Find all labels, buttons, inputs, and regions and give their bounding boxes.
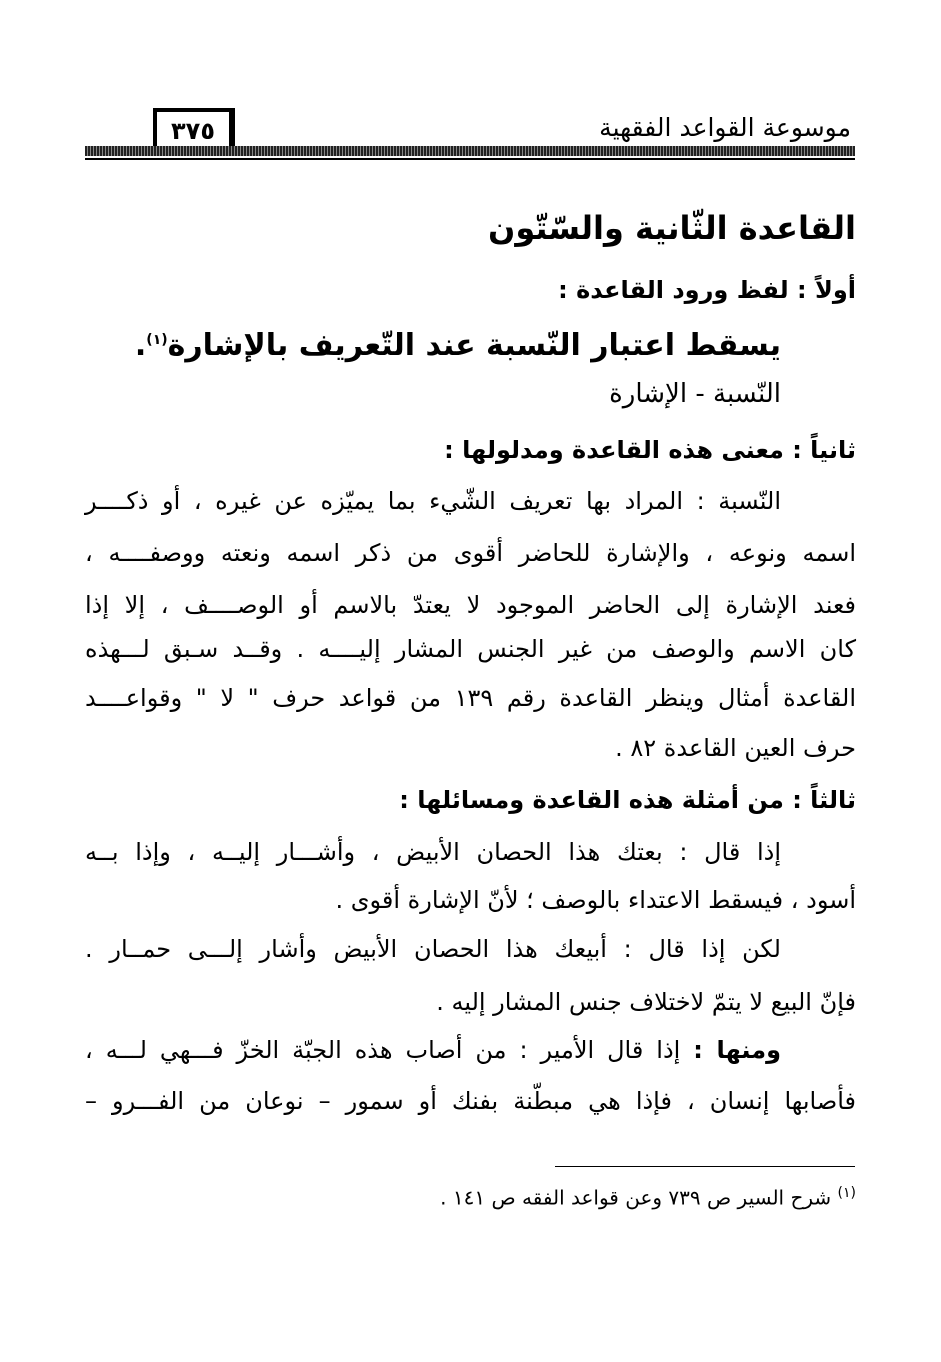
- rule-title: القاعدة الثّانية والسّتّون: [488, 209, 856, 247]
- footnote-mark: (١): [837, 1185, 856, 1201]
- para1-line: اسمه ونوعه ، والإشارة للحاضر أقوى من ذكر اسمه ونعته ووصفــــه ،: [85, 539, 856, 567]
- header-rule: [85, 146, 855, 156]
- para4-line: فأصابها إنسان ، فإذا هي مبطّنة بفنك أو سمور – نوعان من الفـــرو –: [85, 1087, 856, 1115]
- para4-line: [85, 1030, 781, 1070]
- para3-line: فإنّ البيع لا يتمّ لاختلاف جنس المشار إليه .: [436, 988, 856, 1016]
- para1-line: فعند الإشارة إلى الحاضر الموجود لا يعتدّ بالاسم أو الوصــــف ، إلا إذا: [85, 591, 856, 619]
- rule-end: .: [134, 328, 147, 363]
- para1-line: النّسبة : المراد بها تعريف الشّيء بما يميّزه عن غيره ، أو ذكــــر: [85, 487, 781, 515]
- section2-heading: ثانياً : معنى هذه القاعدة ومدلولها :: [444, 436, 856, 464]
- rule-statement: [135, 320, 781, 366]
- keywords: النّسبة - الإشارة: [609, 379, 781, 409]
- section3-heading: ثالثاً : من أمثلة هذه القاعدة ومسائلها :: [399, 786, 856, 814]
- footnote: [440, 1185, 856, 1210]
- rule-footnote-mark: (١): [146, 332, 168, 348]
- para1-line: القاعدة أمثال وينظر القاعدة رقم ١٣٩ من قواعد حرف " لا " وقواعــــد: [85, 684, 856, 712]
- page-number: ٣٧٥: [171, 117, 215, 145]
- footnote-rule: [555, 1166, 855, 1167]
- para3-line: لكن إذا قال : أبيعك هذا الحصان الأبيض وأشار إلـــى حمــار .: [85, 935, 781, 963]
- rule-text: يسقط اعتبار النّسبة عند التّعريف بالإشارة: [167, 328, 781, 363]
- section1-heading: أولاً : لفظ ورود القاعدة :: [558, 276, 856, 304]
- para1-line: كان الاسم والوصف من غير الجنس المشار إليــــه . وقــد سـبق لـــهذه: [85, 635, 856, 663]
- para1-line: حرف العين القاعدة ٨٢ .: [615, 734, 856, 762]
- running-header-title: موسوعة القواعد الفقهية: [599, 113, 851, 142]
- para2-line: إذا قال : بعتك هذا الحصان الأبيض ، وأشـــار إليــه ، وإذا بــه: [85, 838, 781, 866]
- header-rule-thin: [85, 158, 855, 160]
- para2-line: أسود ، فيسقط الاعتداء بالوصف ؛ لأنّ الإشارة أقوى .: [335, 886, 856, 914]
- para4-line-text: إذا قال الأمير : من أصاب هذه الجبّة الخزّ فـــهي لـــه ،: [85, 1036, 681, 1064]
- para4-lead: ومنها :: [693, 1036, 781, 1064]
- footnote-text: شرح السير ص ٧٣٩ وعن قواعد الفقه ص ١٤١ .: [440, 1185, 832, 1210]
